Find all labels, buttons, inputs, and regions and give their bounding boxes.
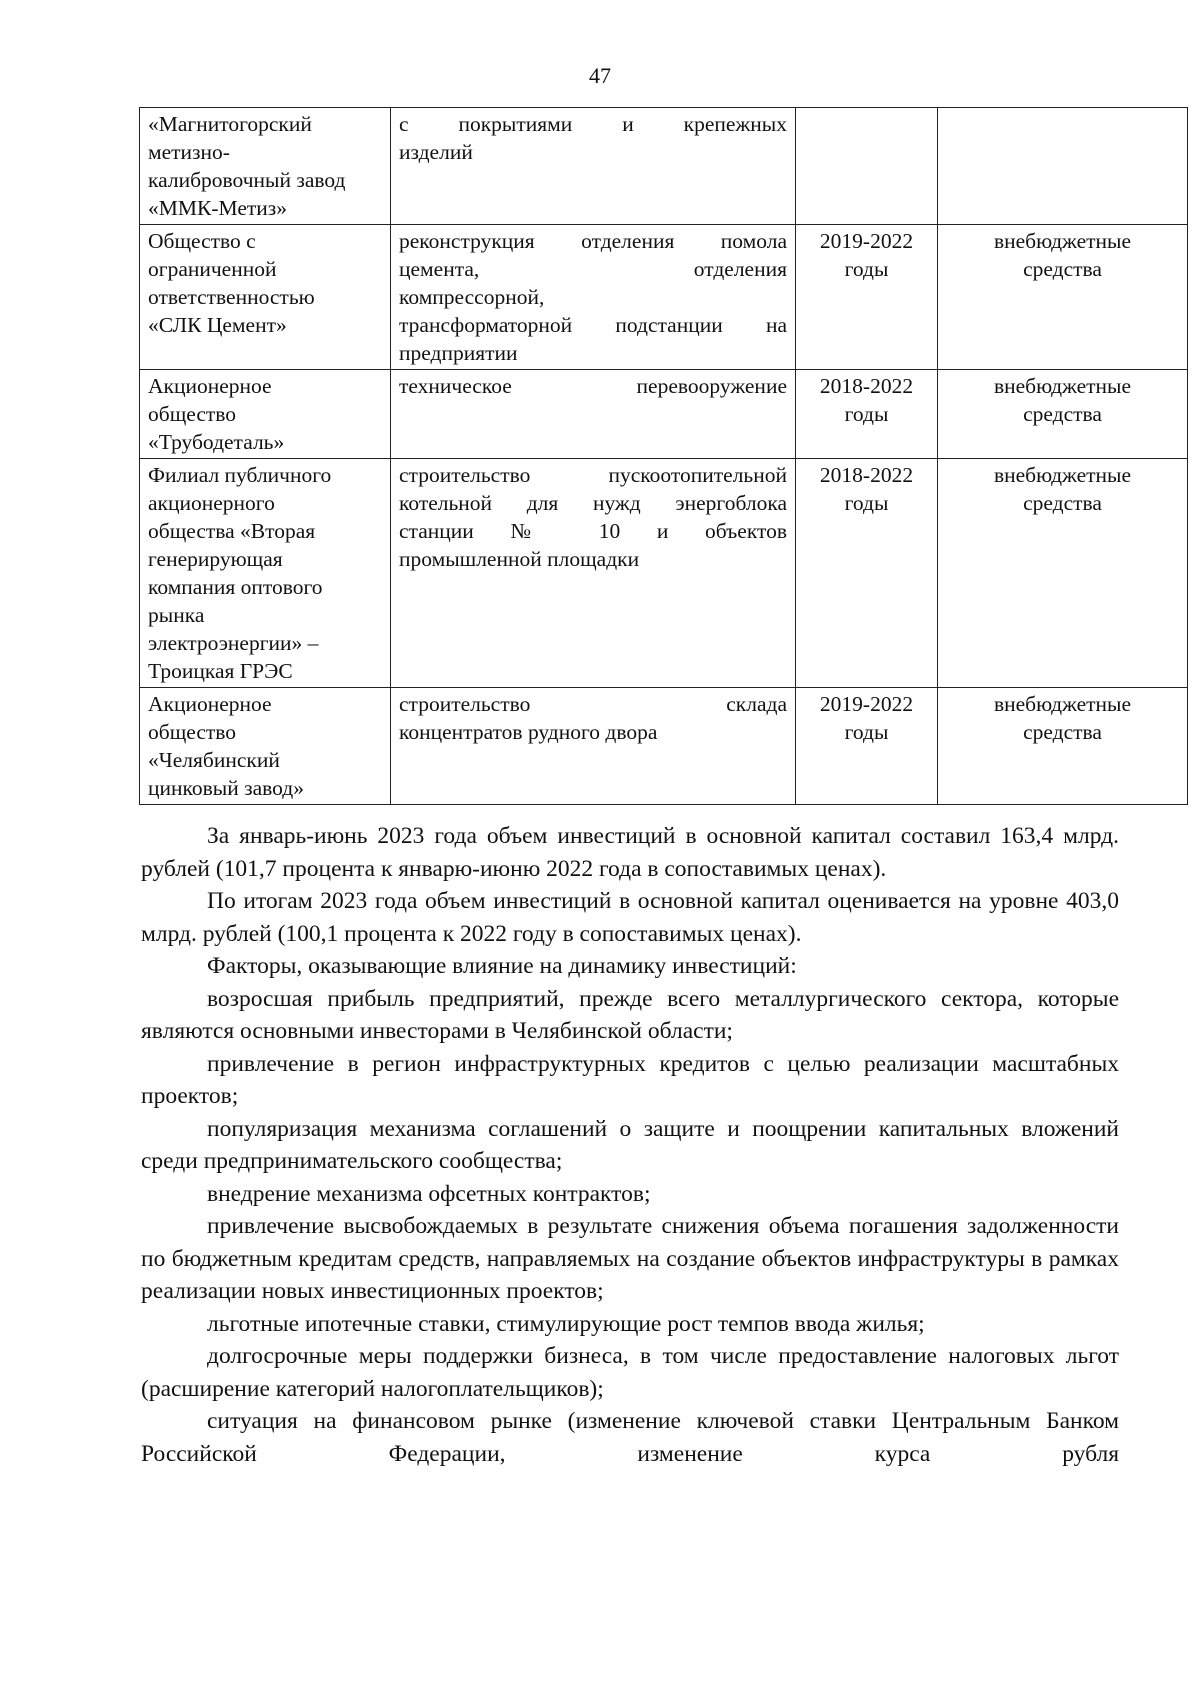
cell-line: рынка [148,603,205,627]
cell-line: станции № 10 и объектов [399,519,787,543]
cell-line: электроэнергии» – [148,631,319,655]
period-cell [796,108,938,225]
cell-line: изделий [399,140,473,164]
cell-line: средства [1023,491,1102,515]
cell-line: средства [1023,257,1102,281]
cell-line: общество [148,720,237,744]
cell-line: годы [844,720,889,744]
source-cell [938,370,1188,459]
org-cell [140,459,391,688]
source-cell [938,688,1188,805]
cell-line: «СЛК Цемент» [148,313,287,337]
work-cell [391,370,796,459]
period-cell [796,459,938,688]
cell-line: концентратов рудного двора [399,720,658,744]
cell-line: предприятии [399,341,518,365]
table-row [140,688,1188,805]
paragraph: возросшая прибыль предприятий, прежде всего металлургического сектора, которые являются основными инвесторами в Челябинской области; [141,985,1119,1044]
paragraph: внедрение механизма офсетных контрактов; [207,1180,651,1207]
cell-line: котельной для нужд энергоблока [399,491,787,515]
cell-line: строительство склада [399,692,787,716]
cell-line: реконструкция отделения помола [399,229,787,253]
cell-line: годы [844,257,889,281]
source-cell [938,459,1188,688]
cell-line: Филиал публичного [148,463,332,487]
cell-line: метизно- [148,140,230,164]
cell-line: Троицкая ГРЭС [148,659,293,683]
cell-line: техническое перевооружение [399,374,787,398]
cell-line: внебюджетные [993,463,1132,487]
paragraph: Факторы, оказывающие влияние на динамику инвестиций: [207,953,797,979]
cell-line: генерирующая [148,547,283,571]
cell-line: общество [148,402,237,426]
cell-line: компрессорной, [399,285,545,309]
cell-line: 2018-2022 [819,463,914,487]
projects-table [139,107,1188,805]
cell-line: строительство пускоотопительной [399,463,787,487]
cell-line: Акционерное [148,692,272,716]
cell-line: 2019-2022 [819,692,914,716]
paragraph: ситуация на финансовом рынке (изменение ключевой ставки Центральным Банком Российской Федерации, изменение курса рубля [141,1408,1119,1467]
cell-line: калибровочный завод [148,168,346,192]
table-row [140,108,1188,225]
cell-line: 2019-2022 [819,229,914,253]
paragraph: льготные ипотечные ставки, стимулирующие рост темпов ввода жилья; [207,1310,925,1337]
cell-line: внебюджетные [993,374,1132,398]
table-row [140,459,1188,688]
table-row [140,225,1188,370]
cell-line: Акционерное [148,374,272,398]
cell-line: трансформаторной подстанции на [399,313,787,337]
cell-line: годы [844,402,889,426]
cell-line: средства [1023,402,1102,426]
cell-line: акционерного [148,491,275,515]
cell-line: годы [844,491,889,515]
cell-line: ограниченной [148,257,277,281]
period-cell [796,225,938,370]
cell-line: «Магнитогорский [148,112,312,136]
cell-line: общества «Вторая [148,519,316,543]
source-cell [938,225,1188,370]
work-cell [391,459,796,688]
table-row [140,370,1188,459]
paragraph: За январь-июнь 2023 года объем инвестиций в основной капитал составил 163,4 млрд. рублей (101,7 процента к январю-июню 2022 года в сопоставимых ценах). [141,823,1119,882]
work-cell [391,108,796,225]
cell-line: промышленной площадки [399,547,640,571]
org-cell [140,370,391,459]
paragraph: По итогам 2023 года объем инвестиций в основной капитал оценивается на уровне 403,0 млрд. рублей (100,1 процента к 2022 году в сопоставимых ценах). [141,888,1119,947]
cell-line: средства [1023,720,1102,744]
paragraph: популяризация механизма соглашений о защите и поощрении капитальных вложений среди предпринимательского сообщества; [141,1115,1119,1174]
body-text [141,820,1119,1470]
paragraph: привлечение в регион инфраструктурных кредитов с целью реализации масштабных проектов; [141,1050,1119,1109]
page-number: 47 [589,63,611,88]
cell-line: 2018-2022 [819,374,914,398]
cell-line: с покрытиями и крепежных [399,112,787,136]
cell-line: ответственностью [148,285,315,309]
cell-line: компания оптового [148,575,323,599]
period-cell [796,370,938,459]
work-cell [391,225,796,370]
cell-line: внебюджетные [993,229,1132,253]
paragraph: привлечение высвобождаемых в результате снижения объема погашения задолженности по бюджетным кредитам средств, направляемых на создание объектов инфраструктуры в рамках реализации новых инвестиционных проектов; [141,1213,1119,1304]
cell-line: «Челябинский [148,748,280,772]
org-cell [140,688,391,805]
cell-line: цемента, отделения [399,257,787,281]
cell-line: «Трубодеталь» [148,430,285,454]
work-cell [391,688,796,805]
cell-line: Общество с [148,229,256,253]
cell-line: «ММК-Метиз» [148,196,288,220]
org-cell [140,225,391,370]
period-cell [796,688,938,805]
source-cell [938,108,1188,225]
cell-line: цинковый завод» [148,776,304,800]
cell-line: внебюджетные [993,692,1132,716]
paragraph: долгосрочные меры поддержки бизнеса, в том числе предоставление налоговых льгот (расширение категорий налогоплательщиков); [141,1343,1119,1402]
org-cell [140,108,391,225]
